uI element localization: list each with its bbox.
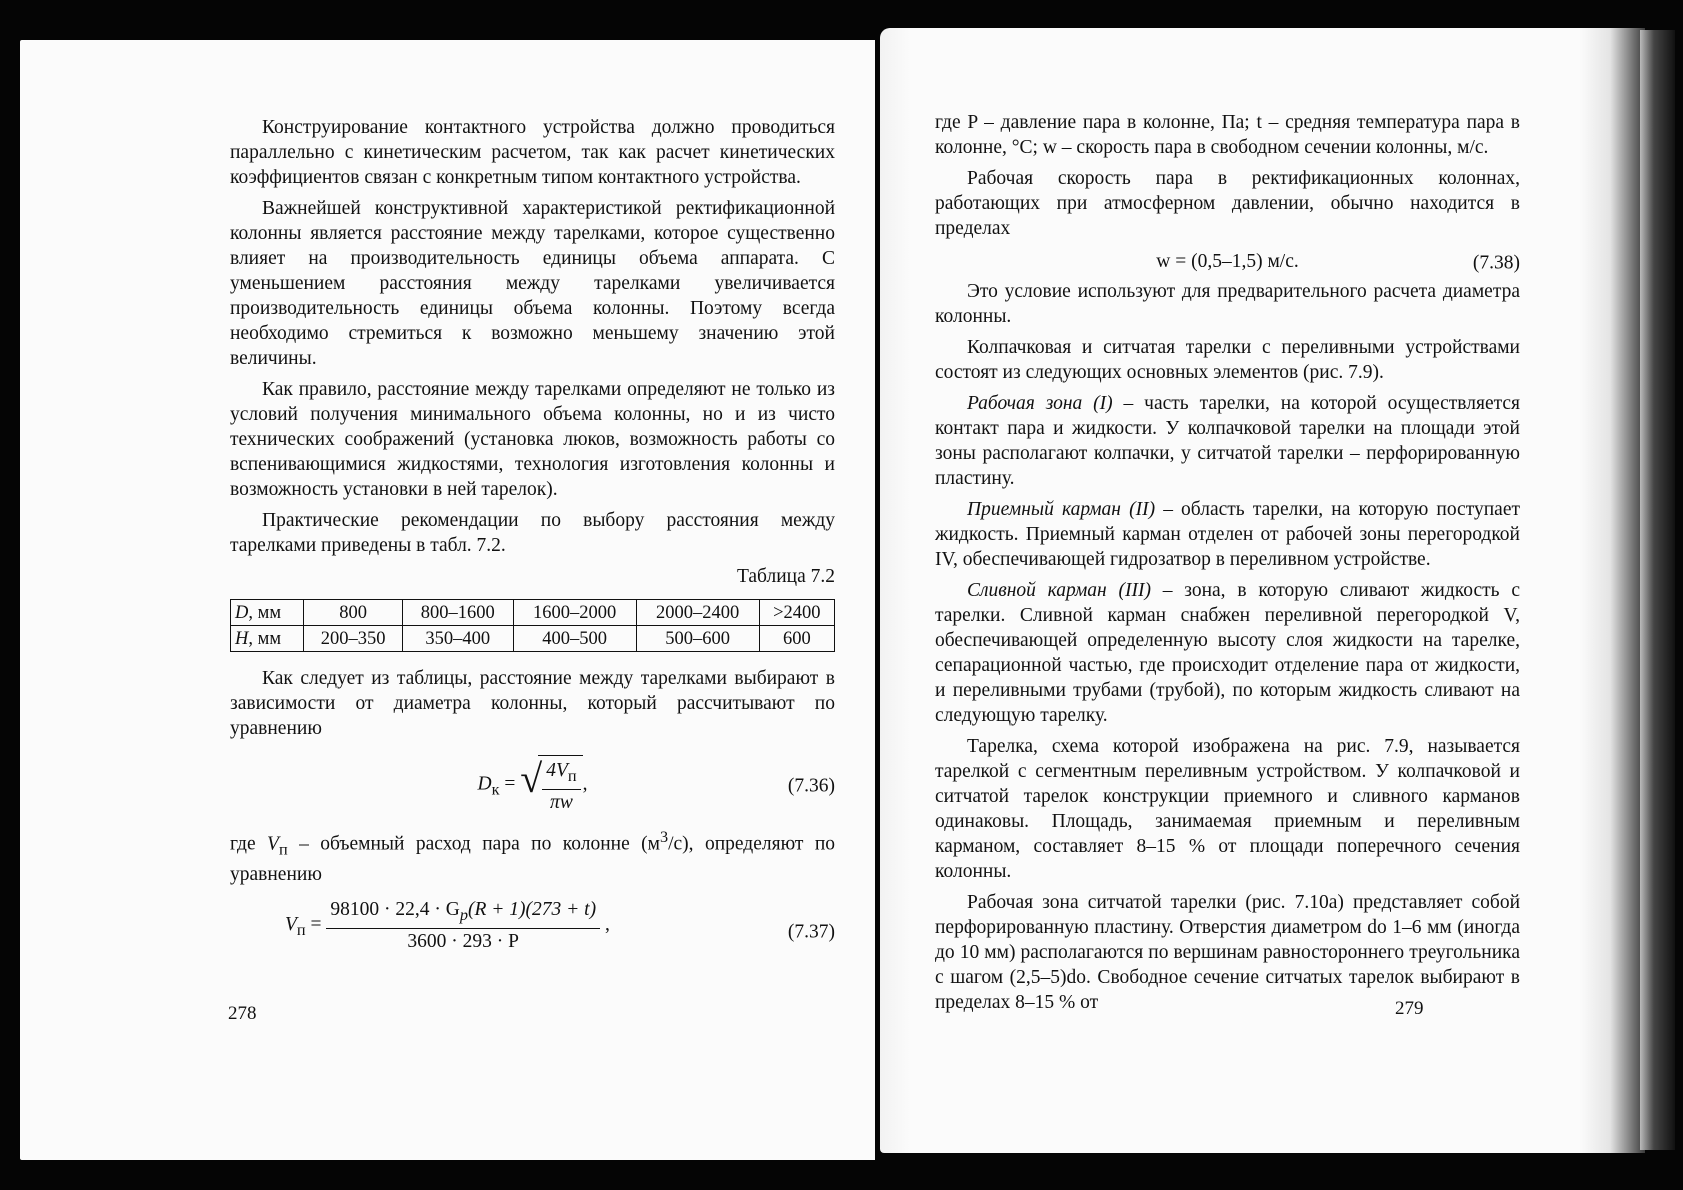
left-page-text (230, 115, 835, 971)
table-cell: 400–500 (513, 626, 636, 652)
paragraph: Колпачковая и ситчатая тарелки с переливными устройствами состоят из следующих основных элементов (рис. 7.9). (935, 337, 1520, 383)
table-cell: 350–400 (402, 626, 513, 652)
paragraph: Важнейшей конструктивной характеристикой ректификационной колонны является расстояние между тарелками, которое существенно влияет на производительность единицы объема аппарата. С уменьшением расстояния между тарелками увеличивается производительность единицы объема колонны. Поэтому всегда необходимо стремиться к возможно меньшему значению этой величины. (230, 198, 835, 369)
paragraph: где P – давление пара в колонне, Па; t – средняя температура пара в колонне, °С; w – скорость пара в свободном сечении колонны, м/с. (935, 112, 1520, 158)
spacing-table (230, 599, 835, 652)
paragraph: Как правило, расстояние между тарелками определяют не только из условий получения минимального объема колонны, но и из чисто технических соображений (установка люков, возможность работы со вспенивающимися жидкостями, технология изготовления колонны и возможность установки в ней тарелок). (230, 379, 835, 500)
equation-label: (7.36) (787, 775, 835, 797)
paragraph: Приемный карман (II) – область тарелки, на которую поступает жидкость. Приемный карман отделен от рабочей зоны перегородкой IV, обеспечивающей гидрозатвор в переливном устройстве. (935, 499, 1520, 570)
page-number: 278 (228, 1003, 257, 1024)
paragraph: Рабочая зона ситчатой тарелки (рис. 7.10а) представляет собой перфорированную пластину. Отверстия диаметром dо 1–6 мм (иногда до 10 мм) располагаются по вершинам равностороннего треугольника с шагом (2,5–5)dо. Свободное сечение ситчатых тарелок выбирают в пределах 8–15 % от (935, 892, 1520, 1013)
table-cell: 500–600 (636, 626, 759, 652)
table-cell: 2000–2400 (636, 600, 759, 626)
paragraph: где $V_п$ – объемный расход пара по колонне $(м^3/с)$, определяют по уравнению (230, 828, 836, 886)
paragraph: Как следует из таблицы, расстояние между тарелками выбирают в зависимости от диаметра колонны, который рассчитывают по уравнению (230, 668, 835, 739)
table-row (231, 626, 835, 652)
paragraph: Конструирование контактного устройства должно проводиться параллельно с кинетическим расчетом, так как расчет кинетических коэффициентов связан с конкретным типом контактного устройства. (230, 117, 835, 188)
table-cell: 1600–2000 (513, 600, 636, 626)
paragraph: Тарелка, схема которой изображена на рис. 7.9, называется тарелкой с сегментным переливным устройством. У колпачковой и ситчатой тарелок конструкции приемного и сливного карманов одинаковы. Площадь, занимаемая приемным и переливным карманом, составляет 8–15 % от площади поперечного сечения колонны. (935, 736, 1520, 882)
equation-7-38: w = (0,5–1,5) м/с. (7.38) (1156, 251, 1520, 274)
paragraph: Это условие используют для предварительного расчета диаметра колонны. (935, 281, 1520, 327)
paragraph: Рабочая скорость пара в ректификационных колоннах, работающих при атмосферном давлении, обычно находится в пределах (935, 168, 1520, 239)
page-number: 279 (1395, 998, 1424, 1019)
equation-7-37: $V_п$ = $\frac{98100 \cdot 22,4 \cdot G_p(R + 1)(273 + t)}{3600 \cdot 293 \cdot P}$ , (7.37) (285, 899, 835, 953)
table-row (231, 600, 835, 626)
table-cell: 800–1600 (402, 600, 513, 626)
paragraph: Практические рекомендации по выбору расстояния между тарелками приведены в табл. 7.2. (230, 510, 835, 556)
table-row-header: H, мм (231, 626, 304, 652)
book-spine-shadow (1640, 30, 1675, 1150)
table-row-header: D, мм (231, 600, 304, 626)
paragraph: Рабочая зона (I) – часть тарелки, на которой осуществляется контакт пара и жидкости. У колпачковой тарелки на площади этой зоны располагают колпачки, у ситчатой тарелки – перфорированную пластину. (935, 393, 1520, 489)
table-cell: >2400 (759, 600, 834, 626)
table-cell: 200–350 (304, 626, 402, 652)
table-cell: 800 (304, 600, 402, 626)
table-cell: 600 (759, 626, 834, 652)
table-caption: Таблица 7.2 (736, 566, 835, 587)
right-page-text (935, 110, 1520, 1021)
paragraph: Сливной карман (III) – зона, в которую сливают жидкость с тарелки. Сливной карман снабжен переливной перегородкой V, обеспечивающей определенную высоту слоя жидкости на тарелке, сепарационной частью, где происходит отделение пара от жидкости, и переливными трубами (трубой), по которым жидкость сливают на следующую тарелку. (935, 580, 1520, 726)
equation-label: (7.38) (1472, 252, 1520, 274)
equation-7-36: $D_к$ = √ $\frac{4V_п}{\pi w}$ , (7.36) (477, 756, 835, 813)
equation-label: (7.37) (787, 921, 835, 943)
